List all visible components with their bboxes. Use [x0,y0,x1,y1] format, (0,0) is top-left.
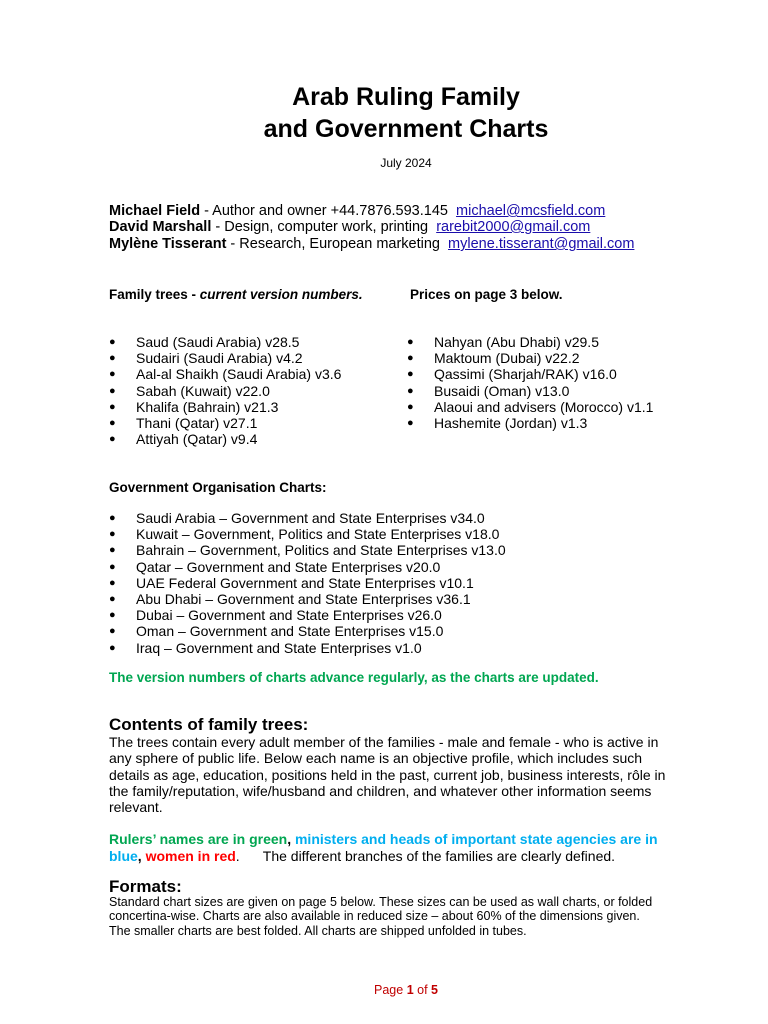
list-item [109,415,341,431]
list-item-text: Busaidi (Oman) v13.0 [434,382,570,399]
contact-david-marshall [109,219,590,235]
contact-michael-field [109,203,605,219]
list-item-text: Thani (Qatar) v27.1 [136,414,258,431]
color-legend-line1 [109,831,658,848]
list-item [407,334,653,350]
blue-word: blue [109,848,138,864]
bullet-icon: ● [109,528,116,541]
footer-of-word: of [413,983,432,997]
email-link-michael[interactable]: michael@mcsfield.com [456,203,606,219]
list-item-text: Qassimi (Sharjah/RAK) v16.0 [434,366,617,383]
bullet-icon: ● [109,592,116,605]
list-item-text: Alaoui and advisers (Morocco) v1.1 [434,398,654,415]
branches-text: The different branches of the families are clearly defined. [239,848,616,864]
list-item [407,350,653,366]
email-link-david[interactable]: rarebit2000@gmail.com [436,219,591,235]
list-item-text: Oman – Government and State Enterprises v15.0 [136,623,444,640]
list-item-text: Maktoum (Dubai) v22.2 [434,350,580,367]
formats-heading: Formats: [109,877,182,896]
list-item-text: UAE Federal Government and State Enterprises v10.1 [136,574,474,591]
list-item-text: Dubai – Government and State Enterprises v26.0 [136,607,442,624]
bullet-icon: ● [109,336,116,348]
list-item [109,623,506,639]
paragraph-line: The trees contain every adult member of the families - male and female - who is active in [109,734,659,750]
bullet-icon: ● [407,352,414,365]
separator: , [287,831,295,847]
gov-charts-list [109,510,506,656]
list-item-text: Hashemite (Jordan) v1.3 [434,414,588,431]
paragraph-line: the family/reputation, wife/husband and children, and whatever other information seems [109,782,652,799]
list-item [109,607,506,623]
contact-mylene-tisserant [109,236,634,252]
version-note: The version numbers of charts advance regularly, as the charts are updated. [109,670,599,685]
list-item-text: Iraq – Government and State Enterprises v1.0 [136,639,422,656]
contents-heading: Contents of family trees: [109,715,309,734]
contents-paragraph [109,734,709,815]
list-item-text: Qatar – Government and State Enterprises v20.0 [136,558,441,575]
paragraph-line: details as age, education, positions held in the past, current job, business interests, rôle in [109,766,666,783]
ministers-blue-text: ministers and heads of important state agencies are in [294,831,658,847]
bullet-icon: ● [407,400,414,413]
bullet-icon: ● [109,544,116,557]
contact-role: - Author and owner +44.7876.593.145 [200,203,448,219]
bullet-icon: ● [109,368,116,381]
list-item [407,366,653,382]
gov-charts-header: Government Organisation Charts: [109,480,327,495]
separator: , [137,848,146,864]
list-item-text: Khalifa (Bahrain) v21.3 [136,398,279,415]
bullet-icon: ● [109,416,116,429]
list-item [109,383,341,399]
bullet-icon: ● [407,336,414,348]
women-red-text: women in red [145,848,236,864]
list-item [109,559,506,575]
family-header-italic: current version numbers. [199,287,363,302]
list-item-text: Attiyah (Qatar) v9.4 [136,431,258,448]
list-item-text: Kuwait – Government, Politics and State Enterprises v18.0 [136,526,500,543]
bullet-icon: ● [109,641,116,654]
list-item [109,542,506,558]
color-legend-note [109,831,658,865]
contact-role: - Research, European marketing [226,236,440,252]
paragraph-line: relevant. [109,799,163,816]
list-item [109,334,341,350]
prices-note: Prices on page 3 below. [410,287,563,302]
list-item [109,510,506,526]
bullet-icon: ● [109,433,116,446]
bullet-icon: ● [407,368,414,381]
paragraph-line: concertina-wise. Charts are also available in reduced size – about 60% of the dimensions given. [109,909,640,924]
family-trees-header [109,287,363,302]
family-trees-list-right [407,334,653,431]
bullet-icon: ● [109,609,116,622]
document-date: July 2024 [380,156,432,170]
bullet-icon: ● [109,384,116,397]
list-item [109,640,506,656]
rulers-green-text: Rulers’ names are in green [109,831,288,847]
email-link-mylene[interactable]: mylene.tisserant@gmail.com [448,236,635,252]
contact-name: Michael Field [109,203,201,219]
contact-name: David Marshall [109,219,212,235]
list-item-text: Aal-al Shaikh (Saudi Arabia) v3.6 [136,366,342,383]
footer-total-pages: 5 [431,983,438,997]
contact-role: - Design, computer work, printing [211,219,429,235]
bullet-icon: ● [109,400,116,413]
formats-paragraph [109,895,652,938]
list-item [109,526,506,542]
list-item [109,591,506,607]
list-item [109,399,341,415]
bullet-icon: ● [109,576,116,589]
list-item-text: Saudi Arabia – Government and State Enterprises v34.0 [136,510,485,526]
list-item-text: Sabah (Kuwait) v22.0 [136,382,270,399]
list-item-text: Bahrain – Government, Politics and State Enterprises v13.0 [136,542,506,559]
list-item-text: Saud (Saudi Arabia) v28.5 [136,334,300,350]
paragraph-line: any sphere of public life. Below each name is an objective profile, which includes such [109,750,643,767]
family-trees-list-left [109,334,341,447]
list-item [407,399,653,415]
list-item-text: Nahyan (Abu Dhabi) v29.5 [434,334,599,350]
page-number-footer [0,983,768,997]
color-legend-line2 [109,848,658,865]
list-item [109,575,506,591]
list-item [109,350,341,366]
bullet-icon: ● [407,384,414,397]
footer-page-word: Page [374,983,407,997]
paragraph-line: The smaller charts are best folded. All charts are shipped unfolded in tubes. [109,923,527,938]
list-item-text: Abu Dhabi – Government and State Enterprises v36.1 [136,590,471,607]
contact-name: Mylène Tisserant [109,236,227,252]
list-item [407,383,653,399]
list-item [407,415,653,431]
family-header-lead: Family trees - [109,287,200,302]
list-item [109,431,341,447]
document-title-line1: Arab Ruling Family [292,83,520,111]
document-title-line2: and Government Charts [263,115,549,143]
list-item [109,366,341,382]
bullet-icon: ● [109,560,116,573]
bullet-icon: ● [109,625,116,638]
list-item-text: Sudairi (Saudi Arabia) v4.2 [136,350,303,367]
bullet-icon: ● [109,352,116,365]
bullet-icon: ● [109,512,116,524]
footer-current-page: 1 [406,983,414,997]
separator: . [235,848,240,864]
paragraph-line: Standard chart sizes are given on page 5 below. These sizes can be used as wall charts, or folded [109,895,653,909]
bullet-icon: ● [407,416,414,429]
